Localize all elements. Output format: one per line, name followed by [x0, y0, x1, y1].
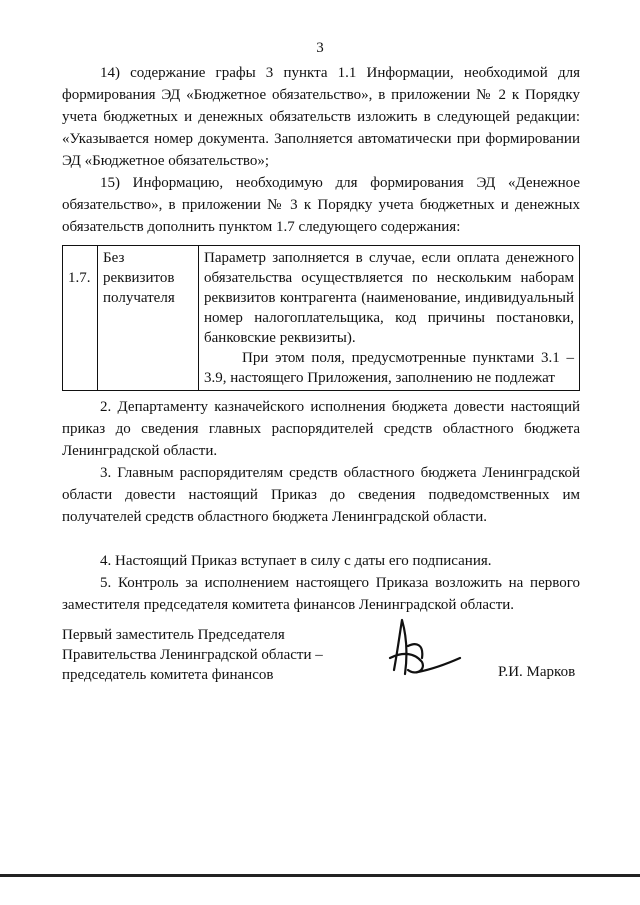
requisites-table	[62, 245, 580, 391]
table-cell-description	[199, 246, 580, 391]
item-3: 3. Главным распорядителям средств областного бюджета Ленинградской области довести настоящий Приказ до сведения подведомственных им получателей средств областного бюджета Ленинградской области.	[62, 465, 580, 525]
signatory-line-3: председатель комитета финансов	[62, 667, 274, 683]
table-cell-number: 1.7.	[63, 246, 98, 391]
table-cell-field: Без реквизитов получателя	[98, 246, 199, 391]
item-5: 5. Контроль за исполнением настоящего Приказа возложить на первого заместителя председателя комитета финансов Ленинградской области.	[62, 575, 580, 613]
paragraph-14: 14) содержание графы 3 пункта 1.1 Информации, необходимой для формирования ЭД «Бюджетное обязательство», в приложении № 2 к Порядку учета бюджетных и денежных обязательств изложить в следующей редакции: «Указывается номер документа. Заполняется автоматически при формировании ЭД «Бюджетное обязательство»;	[62, 65, 580, 169]
paragraph-15: 15) Информацию, необходимую для формирования ЭД «Денежное обязательство», в приложении № 3 к Порядку учета бюджетных и денежных обязательств дополнить пунктом 1.7 следующего содержания:	[62, 175, 580, 235]
signatory-name: Р.И. Марков	[498, 664, 576, 680]
page-bottom-border	[0, 874, 640, 877]
item-2: 2. Департаменту казначейского исполнения бюджета довести настоящий приказ до сведения главных распорядителей средств областного бюджета Ленинградской области.	[62, 399, 580, 459]
page-number: 3	[316, 40, 324, 56]
handwritten-signature	[372, 612, 462, 684]
description-text: Параметр заполняется в случае, если оплата денежного обязательства осуществляется по нескольким наборам реквизитов контрагента (наименование, индивидуальный номер налогоплательщика, код причины постановки, банковские реквизиты).	[204, 250, 574, 346]
table-row	[63, 246, 580, 391]
signatory-line-2: Правительства Ленинградской области –	[62, 647, 323, 663]
description-note: При этом поля, предусмотренные пунктами 3.1 – 3.9, настоящего Приложения, заполнению не подлежат	[204, 350, 574, 386]
signatory-line-1: Первый заместитель Председателя	[62, 627, 285, 643]
item-4: 4. Настоящий Приказ вступает в силу с даты его подписания.	[100, 553, 492, 569]
signatory-title	[62, 625, 342, 685]
